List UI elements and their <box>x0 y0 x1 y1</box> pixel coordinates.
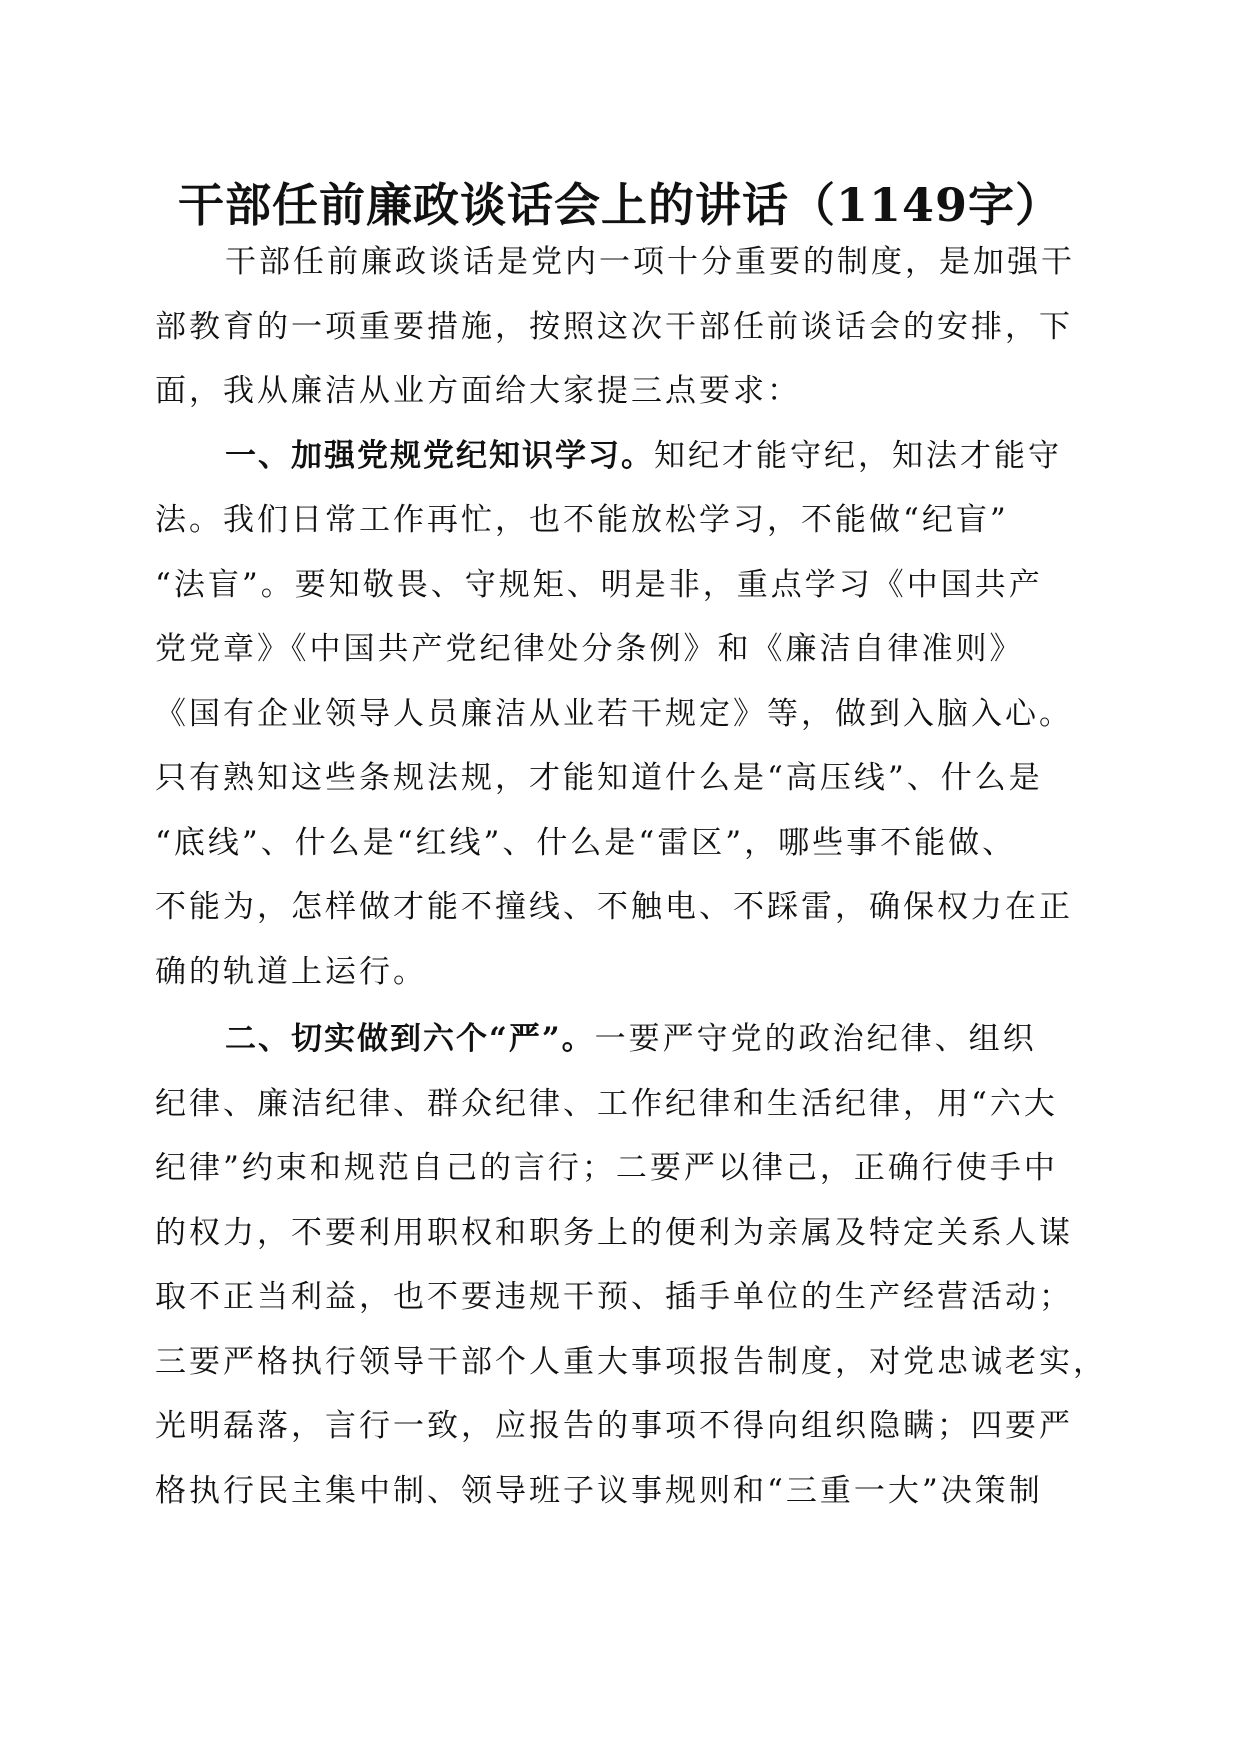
paragraph-line: “法盲”。要知敬畏、守规矩、明是非，重点学习《中国共产 <box>155 566 1043 603</box>
document-title: 干部任前廉政谈话会上的讲话（1149字） <box>177 178 1063 232</box>
paragraph-line <box>155 1007 1085 1072</box>
paragraph-line: 纪律”约束和规范自己的言行；二要严以律己，正确行使手中 <box>155 1150 1058 1186</box>
paragraph-line: “底线”、什么是“红线”、什么是“雷区”，哪些事不能做、 <box>155 824 1017 861</box>
paragraph-line: 法。我们日常工作再忙，也不能放松学习，不能做“纪盲” <box>155 502 1009 538</box>
paragraph-line: 干部任前廉政谈话是党内一项十分重要的制度，是加强干 <box>225 244 1075 280</box>
paragraph-line: 不能为，怎样做才能不撞线、不触电、不踩雷，确保权力在正 <box>155 889 1073 925</box>
paragraph-line: 取不正当利益，也不要违规干预、插手单位的生产经营活动； <box>155 1279 1073 1315</box>
paragraph-line: 三要严格执行领导干部个人重大事项报告制度，对党忠诚老实， <box>155 1343 1107 1380</box>
section-heading: 一、加强党规党纪知识学习。 <box>225 437 654 474</box>
paragraph-line: 光明磊落，言行一致，应报告的事项不得向组织隐瞒；四要严 <box>155 1408 1073 1444</box>
paragraph-line: 只有熟知这些条规法规，才能知道什么是“高压线”、什么是 <box>155 760 1043 796</box>
paragraph-line: 党党章》《中国共产党纪律处分条例》和《廉洁自律准则》 <box>155 631 1024 667</box>
section-heading: 二、切实做到六个“严”。 <box>225 1021 595 1057</box>
paragraph-line: 格执行民主集中制、领导班子议事规则和“三重一大”决策制 <box>155 1472 1043 1509</box>
paragraph-line: 纪律、廉洁纪律、群众纪律、工作纪律和生活纪律，用“六大 <box>155 1085 1058 1122</box>
paragraph-line: 确的轨道上运行。 <box>155 953 427 990</box>
paragraph-line: 的权力，不要利用职权和职务上的便利为亲属及特定关系人谋 <box>155 1214 1073 1251</box>
paragraph-text: 知纪才能守纪，知法才能守 <box>654 437 1062 474</box>
paragraph-line <box>155 424 1085 489</box>
document-body <box>155 230 1107 1523</box>
paragraph-text: 一要严守党的政治纪律、组织 <box>594 1021 1037 1057</box>
paragraph-line: 部教育的一项重要措施，按照这次干部任前谈话会的安排，下 <box>155 308 1073 345</box>
paragraph-line: 《国有企业领导人员廉洁从业若干规定》等，做到入脑入心。 <box>155 695 1073 732</box>
paragraph-line: 面，我从廉洁从业方面给大家提三点要求： <box>155 373 801 409</box>
